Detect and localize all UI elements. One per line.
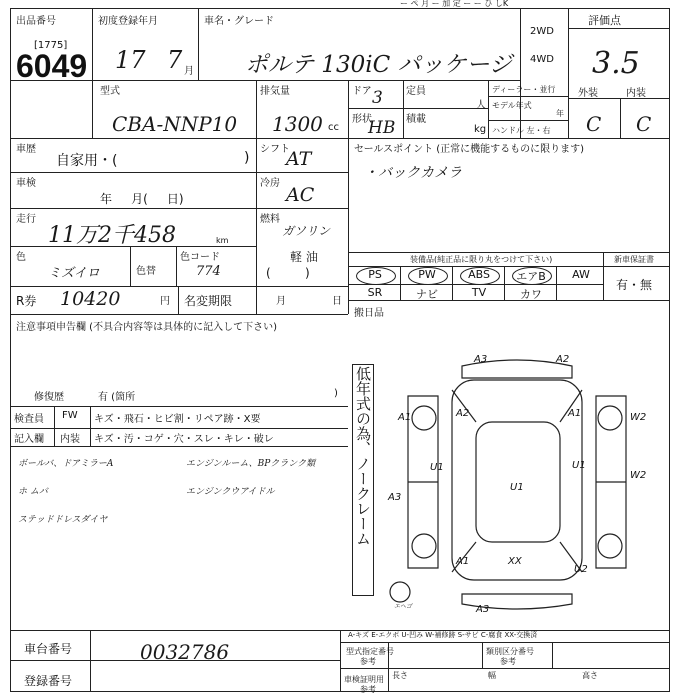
history-close: ) bbox=[244, 150, 250, 166]
door-value: 3 bbox=[372, 88, 383, 108]
wheel-front-right-icon bbox=[598, 406, 622, 430]
fw-defect-list: キズ・飛石・ヒビ割・リペア跡・X要 bbox=[94, 414, 261, 425]
color-change-label: 色替 bbox=[136, 266, 156, 277]
inspection-value: 年 月( 日) bbox=[100, 192, 184, 206]
chassis-label: 車台番号 bbox=[24, 642, 73, 656]
sales-point-label: セールスポイント (正常に機能するものに限ります) bbox=[354, 144, 585, 155]
equipment-item: AW bbox=[572, 268, 590, 281]
cert-no-label: 車検証明用 bbox=[344, 675, 384, 684]
grade-value: 3.5 bbox=[592, 46, 640, 81]
damage-mark: U1 bbox=[430, 462, 444, 473]
cc-unit: cc bbox=[328, 122, 339, 133]
equipment-item: PS bbox=[368, 268, 382, 281]
damage-mark: W2 bbox=[630, 470, 647, 481]
equipment-item: エアB bbox=[516, 270, 546, 283]
fuel-value: ガソリン bbox=[282, 224, 331, 238]
damage-mark: エヘゴ bbox=[394, 603, 413, 610]
width-label: 幅 bbox=[488, 671, 496, 680]
damage-mark: A3 bbox=[476, 604, 490, 615]
displacement-value: 1300 bbox=[272, 112, 323, 136]
inspector-note-right: エンジンクウアイドル bbox=[186, 487, 275, 497]
capacity-label: 定員 bbox=[406, 86, 426, 97]
interior-label: 内装 bbox=[626, 88, 646, 99]
chassis-number: 0032786 bbox=[140, 640, 230, 664]
inspector-note-right: エンジンルーム、BPクランク類 bbox=[186, 459, 316, 469]
color-code-label: 色コード bbox=[180, 252, 220, 263]
spare-wheel-icon bbox=[390, 582, 410, 602]
exterior-grade: C bbox=[586, 112, 602, 136]
wheel-front-left-icon bbox=[412, 406, 436, 430]
equipment-item: PW bbox=[418, 268, 436, 281]
person-unit: 人 bbox=[476, 100, 486, 111]
interior-defect-list: キズ・汚・コゲ・穴・スレ・キレ・破レ bbox=[94, 434, 274, 445]
wheel-rear-left-icon bbox=[412, 534, 436, 558]
delivery-label: 搬日品 bbox=[354, 308, 384, 319]
dealer-label: ディーラー・並行 bbox=[492, 85, 556, 94]
km-unit: km bbox=[216, 236, 229, 245]
ac-value: AC bbox=[286, 184, 315, 206]
body-value: HB bbox=[368, 118, 396, 138]
damage-mark: A3 bbox=[474, 354, 488, 365]
body-label: 形状 bbox=[352, 114, 372, 125]
color-code-value: 774 bbox=[196, 264, 221, 279]
warranty-value: 有・無 bbox=[616, 278, 653, 292]
lot-number: 6049 bbox=[16, 48, 88, 84]
equipment-item: ナビ bbox=[416, 288, 438, 301]
equipment-item: SR bbox=[367, 286, 383, 299]
damage-mark: U1 bbox=[510, 482, 524, 493]
damage-mark: W2 bbox=[630, 412, 647, 423]
drive-4wd: 4WD bbox=[530, 54, 554, 65]
type-value: CBA-NNP10 bbox=[112, 112, 238, 136]
lot-number-label: 出品番号 bbox=[16, 16, 56, 27]
equipment-item: カワ bbox=[520, 288, 542, 301]
sales-point-text: ・バックカメラ bbox=[364, 165, 462, 181]
car-damage-diagram bbox=[378, 350, 668, 622]
top-partial-text: ー ペ 月 ー 加 定 ー ー ひ しK bbox=[400, 0, 509, 8]
name-change-day: 日 bbox=[332, 296, 342, 307]
car-name: ポルテ 130iC パッケージ bbox=[245, 52, 513, 78]
interior-grade: C bbox=[636, 112, 652, 136]
fuel-alt: 軽 油 bbox=[290, 250, 318, 264]
equipment-label: 装備品(純正品に限り丸をつけて下さい) bbox=[410, 255, 553, 264]
equipment-item: ABS bbox=[468, 268, 490, 281]
cert-label: 型式指定番号 bbox=[346, 647, 394, 656]
notes-label: 注意事項申告欄 (不具合内容等は具体的に記入して下さい) bbox=[16, 322, 277, 333]
displacement-label: 排気量 bbox=[260, 86, 290, 97]
name-change-month: 月 bbox=[276, 296, 286, 307]
first-registration-label: 初度登録年月 bbox=[98, 16, 158, 27]
damage-mark: U1 bbox=[572, 460, 586, 471]
damage-mark: A2 bbox=[556, 354, 570, 365]
name-change-label: 名変期限 bbox=[184, 294, 233, 308]
equipment-circle-mark bbox=[460, 267, 500, 285]
fw-label: FW bbox=[62, 410, 78, 421]
history-value: 自家用・( bbox=[56, 153, 118, 169]
equipment-circle-mark bbox=[356, 267, 396, 285]
inspector-label: 検査員 bbox=[14, 414, 44, 425]
exterior-label: 外装 bbox=[578, 88, 598, 99]
door-label: ドア bbox=[352, 86, 372, 97]
inspector-note-left: ボールバ、ドアミラーA bbox=[18, 459, 114, 469]
shift-value: AT bbox=[286, 148, 312, 170]
fuel-paren: ( ) bbox=[266, 266, 310, 280]
load-label: 積載 bbox=[406, 114, 426, 125]
class-label: 類別区分番号 bbox=[486, 647, 534, 656]
inspection-label: 車検 bbox=[16, 178, 36, 189]
color-label: 色 bbox=[16, 252, 26, 263]
type-label: 型式 bbox=[100, 86, 120, 97]
new-warranty-label: 新車保証書 bbox=[614, 255, 654, 264]
interior-small-label: 内装 bbox=[60, 434, 80, 445]
inspector-note-left: ホ ムバ bbox=[18, 487, 48, 497]
damage-mark: A1 bbox=[568, 408, 582, 419]
wheel-rear-right-icon bbox=[598, 534, 622, 558]
ac-label: 冷房 bbox=[260, 178, 280, 189]
handle-label: ハンドル 左・右 bbox=[492, 126, 551, 135]
recycle-value: 10420 bbox=[60, 288, 121, 310]
registration-month: 7 bbox=[167, 46, 183, 74]
height-label: 高さ bbox=[582, 671, 598, 680]
damage-legend: A-キズ E-エクボ U-凹み W-補修跡 S-サビ C-腐食 XX-交換済 bbox=[348, 631, 538, 639]
car-name-label: 車名・グレード bbox=[204, 16, 274, 27]
fuel-label: 燃料 bbox=[260, 214, 280, 225]
entry-label: 記入欄 bbox=[14, 434, 44, 445]
shift-label: シフト bbox=[260, 144, 290, 155]
damage-mark: A1 bbox=[398, 412, 412, 423]
repair-history-label: 修復歴 bbox=[34, 392, 64, 403]
equipment-item: TV bbox=[471, 286, 487, 299]
month-unit: 月 bbox=[184, 66, 194, 77]
repair-history-close: ) bbox=[334, 388, 338, 399]
history-label: 車歴 bbox=[16, 144, 36, 155]
cert-ref: 参考 bbox=[360, 657, 376, 666]
class-ref: 参考 bbox=[500, 657, 516, 666]
drive-2wd: 2WD bbox=[530, 26, 554, 37]
length-label: 長さ bbox=[392, 671, 408, 680]
recycle-label: R券 bbox=[16, 294, 37, 308]
damage-mark: XX bbox=[508, 556, 522, 567]
car-roof-outline bbox=[452, 380, 582, 580]
inspector-note-left: ステッドドレスダイヤ bbox=[18, 515, 108, 525]
model-year-label: モデル年式 bbox=[492, 101, 532, 110]
grade-label: 評価点 bbox=[588, 14, 621, 27]
equipment-circle-mark bbox=[512, 267, 552, 285]
no-claim-text: 低年式の為、ノークレーム bbox=[354, 366, 372, 546]
cert-no-ref: 参考 bbox=[360, 685, 376, 694]
year-unit: 年 bbox=[556, 109, 564, 118]
mileage-value: 11万2千458 bbox=[48, 223, 176, 248]
registration-no-label: 登録番号 bbox=[24, 674, 73, 688]
yen-unit: 円 bbox=[160, 296, 170, 307]
car-hood-outline bbox=[452, 390, 582, 572]
repair-history-value: 有 (箇所 bbox=[98, 392, 136, 403]
color-value: ミズイロ bbox=[48, 266, 100, 281]
damage-mark: A3 bbox=[388, 492, 402, 503]
equipment-circle-mark bbox=[408, 267, 448, 285]
lot-small-number: [1775] bbox=[34, 40, 68, 51]
kg-unit: kg bbox=[474, 124, 487, 135]
mileage-label: 走行 bbox=[16, 214, 36, 225]
registration-year: 17 bbox=[115, 46, 146, 74]
damage-mark: U2 bbox=[574, 564, 588, 575]
damage-mark: A1 bbox=[456, 556, 470, 567]
damage-mark: A2 bbox=[456, 408, 470, 419]
